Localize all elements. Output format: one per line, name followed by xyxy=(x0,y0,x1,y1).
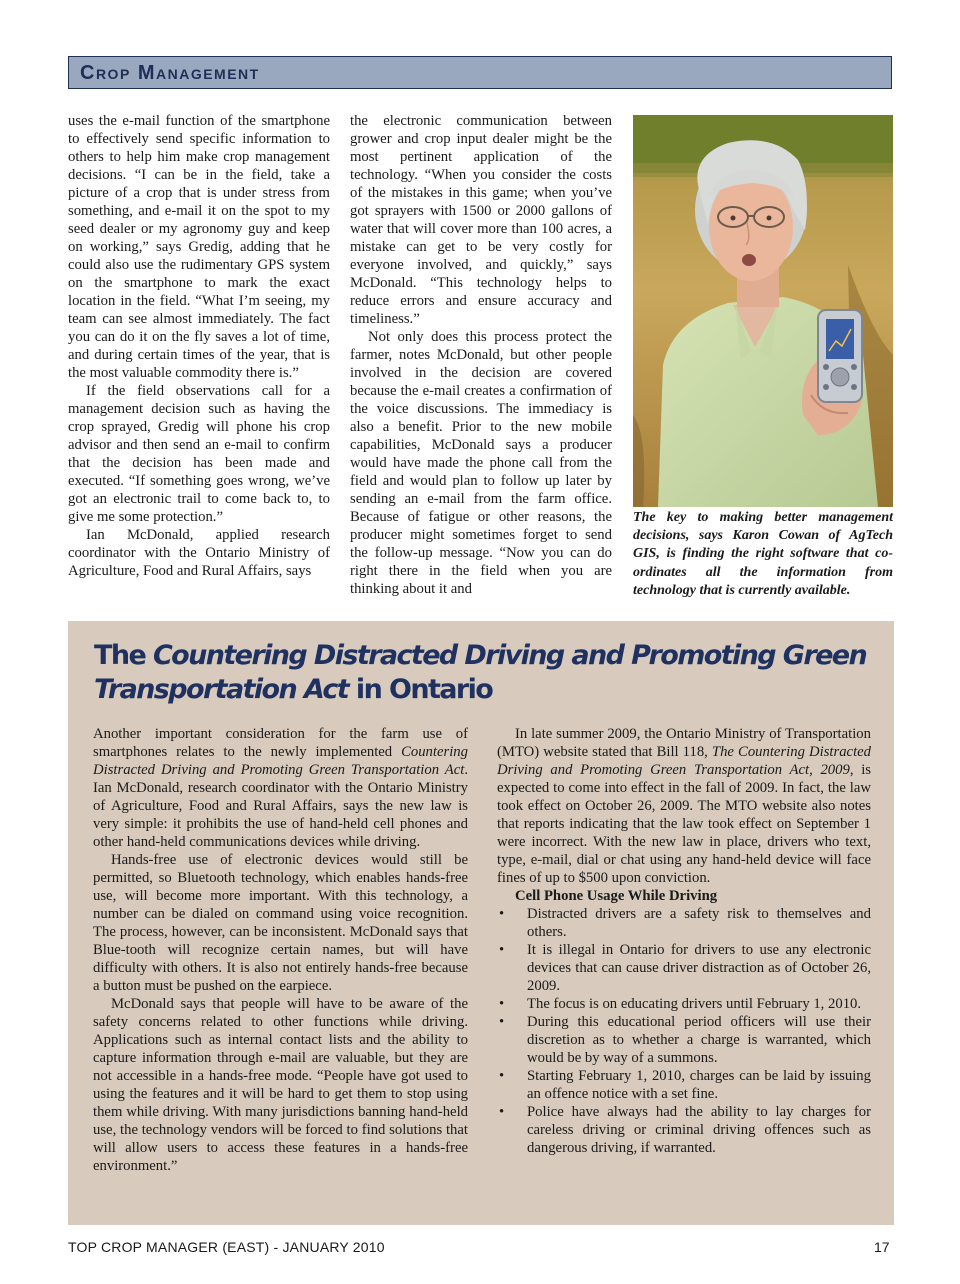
paragraph: uses the e-mail function of the smartphone to effectively send specific information to others to help him make crop management decisions. “I can be in the field, take a picture of a crop that is under stress from something, and e-mail it on the spot to my seed dealer or my agronomy guy and keep on working,” says Gredig, adding that he could also use the rudimentary GPS system on the smartphone to mark the exact location in the field. “What I’m seeing, my team can see almost immediately. The fact you can do it on the fly saves a lot of time, and during certain times of the year, that is the most valuable commodity there is.” xyxy=(68,113,330,381)
article-column-2 xyxy=(350,112,612,598)
bullet-item: • Police have always had the ability to lay charges for careless driving or criminal driving offences such as dangerous driving, if warranted. xyxy=(497,1103,871,1157)
photo-woman-with-handheld-device xyxy=(633,115,893,507)
bullet-item: • Distracted drivers are a safety risk to themselves and others. xyxy=(497,905,871,941)
title-act-name: Countering Distracted Driving and Promoting Green Transportation Act xyxy=(94,640,867,705)
sidebar-box xyxy=(68,621,894,1225)
bullet-item: • It is illegal in Ontario for drivers to use any electronic devices that can cause driver distraction as of October 26, 2009. xyxy=(497,941,871,995)
bullet-item: • The focus is on educating drivers until February 1, 2010. xyxy=(497,995,871,1013)
paragraph: Hands-free use of electronic devices would still be permitted, so Bluetooth technology, which enables hands-free use, will become more important. With this technology, a number can be dialed on command using voice recognition. The process, however, can be inconsistent. McDonald says that Blue-tooth will recognize certain names, but will have difficulty with others. It is also not entirely hands-free because a button must be pushed on the earpiece. xyxy=(93,852,468,994)
article-column-1 xyxy=(68,112,330,580)
bullet-item: • Starting February 1, 2010, charges can be laid by issuing an offence notice with a set fine. xyxy=(497,1067,871,1103)
subheading: Cell Phone Usage While Driving xyxy=(515,888,718,904)
sidebar-column-right xyxy=(497,725,871,1157)
page-number: 17 xyxy=(874,1239,890,1255)
section-header-bar xyxy=(68,56,892,89)
paragraph: Ian McDonald, applied research coordinator with the Ontario Ministry of Agriculture, Food and Rural Affairs, says xyxy=(68,527,330,579)
paragraph: Not only does this process protect the farmer, notes McDonald, but other people involved in the decision are covered because the e-mail creates a confirmation of the voice discussions. The immediacy is also a benefit. Prior to the new mobile capabilities, McDonald says a producer would have made the phone call from the field and would plan to follow up later by sending an e-mail from the farm office. Because of fatigue or other reasons, the producer might sometimes forget to send the follow-up message. “Now you can do right there in the field when you are thinking about it and xyxy=(350,329,612,597)
sidebar-column-left xyxy=(93,725,468,1175)
bullet-item: • During this educational period officers will use their discretion as to whether a charge is warranted, which would be by way of a summons. xyxy=(497,1013,871,1067)
title-suffix: in Ontario xyxy=(348,674,493,705)
paragraph: McDonald says that people will have to be aware of the safety concerns related to other functions while driving. Applications such as internal contact lists and the ability to capture information through e-mail are valuable, but they are not accessible in a hands-free mode. “People have got used to using the features and it will be hard to get them to stop using them while driving. With many jurisdictions banning hand-held use, the technology vendors will be forced to find solutions that will allow users to access these features in a hands-free environment.” xyxy=(93,996,468,1174)
paragraph: the electronic communication between grower and crop input dealer might be the most pertinent application of the technology. “When you consider the costs of the mistakes in this game; when you’ve got sprayers with 1500 or 2000 gallons of water that will cover more than 100 acres, a mistake can get to be very costly for everyone involved, and quickly,” says McDonald. “This technology helps to reduce errors and ensure accuracy and timeliness.” xyxy=(350,113,612,327)
paragraph: Another important consideration for the farm use of smartphones relates to the newly implemented Countering Distracted Driving and Promoting Green Transportation Act. Ian McDonald, research coordinator with the Ontario Ministry of Agriculture, Food and Rural Affairs, says the new law is very simple: it prohibits the use of hand-held cell phones and other hand-held communications devices while driving. xyxy=(93,726,468,850)
footer-publication: TOP CROP MANAGER (EAST) - JANUARY 2010 xyxy=(68,1239,385,1255)
sidebar-title xyxy=(94,639,884,707)
paragraph: If the field observations call for a management decision such as having the crop sprayed, Gredig will phone his crop advisor and then send an e-mail to confirm that the decision has been made and executed. “If something goes wrong, we’ve got an electronic trail to come back to, to give me some protection.” xyxy=(68,383,330,525)
section-title: Crop Management xyxy=(80,62,260,84)
bullet-list xyxy=(497,905,871,1157)
title-prefix: The xyxy=(94,640,153,671)
photo-caption: The key to making better management decisions, says Karon Cowan of AgTech GIS, is finding the right software that co-ordinates all the information from technology that is currently available. xyxy=(633,510,893,598)
paragraph: In late summer 2009, the Ontario Ministry of Transportation (MTO) website stated that Bill 118, The Countering Distracted Driving and Promoting Green Transportation Act, 2009, is expected to come into effect in the fall of 2009. In fact, the law took effect on October 26, 2009. The MTO website also notes that reports indicating that the law took effect on September 1 were incorrect. With the new law in place, drivers who text, type, e-mail, dial or chat using any hand-held device will face fines of up to $500 upon conviction. xyxy=(497,726,872,886)
